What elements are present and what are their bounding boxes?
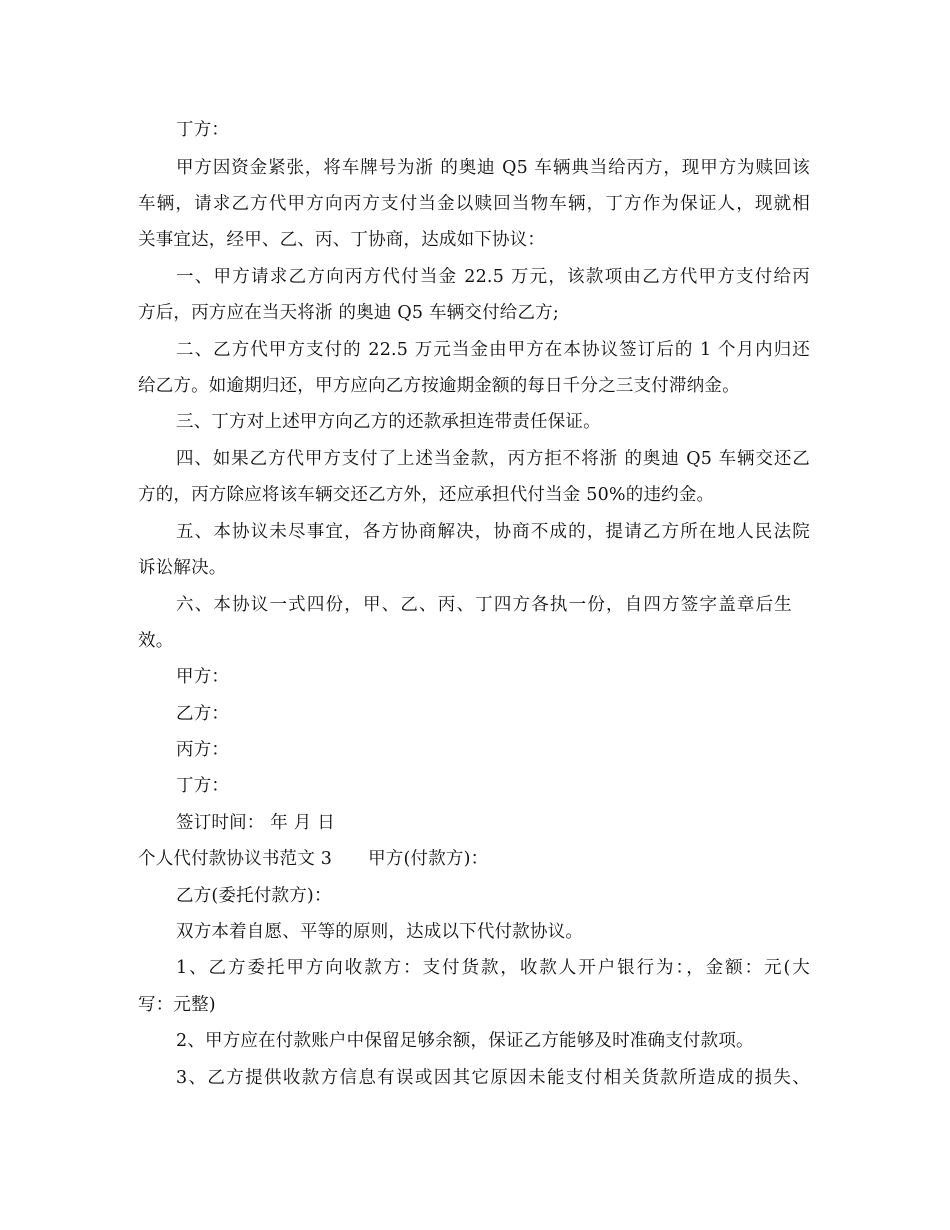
- entrusting-party-label: 乙方(委托付款方)：: [176, 886, 332, 906]
- party-d-label-top: 丁方：: [176, 120, 230, 140]
- term-1-line-1: 1、乙方委托甲方向收款方：支付货款，收款人开户银行为：，金额：元(大: [176, 958, 810, 978]
- section-heading: 个人代付款协议书范文 3: [138, 849, 333, 869]
- clause-2-line-2: 给乙方。如逾期归还，甲方应向乙方按逾期金额的每日千分之三支付滞纳金。: [138, 376, 740, 396]
- signature-party-d: 丁方：: [176, 776, 230, 796]
- payer-party-label: 甲方(付款方)：: [368, 849, 489, 869]
- clause-5-line-2: 诉讼解决。: [138, 558, 227, 578]
- term-1-line-2: 写：元整): [138, 995, 216, 1015]
- clause-6-line-2: 效。: [138, 631, 174, 651]
- clause-5-line-1: 五、本协议未尽事宜，各方协商解决，协商不成的，提请乙方所在地人民法院: [176, 522, 810, 542]
- principle-statement: 双方本着自愿、平等的原则，达成以下代付款协议。: [176, 922, 584, 942]
- clause-2-line-1: 二、乙方代甲方支付的 22.5 万元当金由甲方在本协议签订后的 1 个月内归还: [176, 340, 810, 360]
- signing-date: 签订时间： 年 月 日: [176, 813, 335, 833]
- preamble-line-1: 甲方因资金紧张，将车牌号为浙 的奥迪 Q5 车辆典当给丙方，现甲方为赎回该: [176, 158, 810, 178]
- clause-1-line-2: 方后，丙方应在当天将浙 的奥迪 Q5 车辆交付给乙方;: [138, 303, 559, 323]
- clause-4-line-2: 方的，丙方除应将该车辆交还乙方外，还应承担代付当金 50%的违约金。: [138, 485, 715, 505]
- clause-6-line-1: 六、本协议一式四份，甲、乙、丙、丁四方各执一份，自四方签字盖章后生: [176, 595, 792, 615]
- signature-party-c: 丙方：: [176, 740, 230, 760]
- clause-3: 三、丁方对上述甲方向乙方的还款承担连带责任保证。: [176, 412, 601, 432]
- clause-4-line-1: 四、如果乙方代甲方支付了上述当金款，丙方拒不将浙 的奥迪 Q5 车辆交还乙: [176, 449, 810, 469]
- term-2: 2、甲方应在付款账户中保留足够余额，保证乙方能够及时准确支付款项。: [176, 1031, 754, 1051]
- clause-1-line-1: 一、甲方请求乙方向丙方代付当金 22.5 万元，该款项由乙方代甲方支付给丙: [176, 267, 810, 287]
- term-3-line-1: 3、乙方提供收款方信息有误或因其它原因未能支付相关货款所造成的损失、: [176, 1068, 810, 1088]
- section-heading-line: [138, 847, 488, 871]
- preamble-line-2: 车辆，请求乙方代甲方向丙方支付当金以赎回当物车辆，丁方作为保证人，现就相: [138, 194, 810, 214]
- preamble-line-3: 关事宜达，经甲、乙、丙、丁协商，达成如下协议：: [138, 230, 546, 250]
- signature-party-b: 乙方：: [176, 704, 230, 724]
- signature-party-a: 甲方：: [176, 667, 230, 687]
